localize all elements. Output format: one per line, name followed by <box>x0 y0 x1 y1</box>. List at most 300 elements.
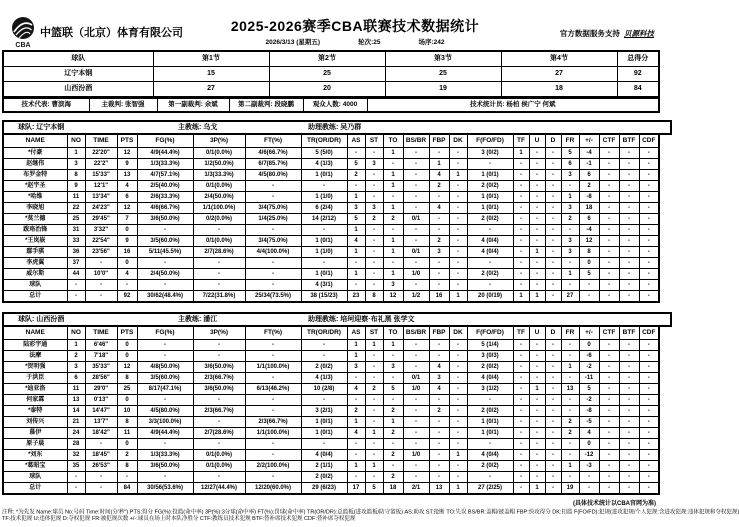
stat-cell: 16 <box>117 247 137 258</box>
stat-cell: - <box>639 192 659 203</box>
stat-cell: - <box>513 395 529 406</box>
score-cell: 92 <box>617 67 659 82</box>
stat-cell: 10 <box>117 406 137 417</box>
stat-cell: 5 <box>579 269 599 280</box>
team-name-label: 球队: 辽宁本钢 <box>18 124 65 131</box>
stats-header-cell: NAME <box>3 134 67 148</box>
stat-cell: - <box>545 170 561 181</box>
stat-cell: 2 <box>579 181 599 192</box>
stat-cell: - <box>365 192 383 203</box>
stat-cell: - <box>449 192 467 203</box>
stat-cell: - <box>561 258 579 269</box>
stat-cell: 4 <box>429 362 449 373</box>
stat-cell: 1/2(50.0%) <box>193 159 245 170</box>
stat-cell: - <box>245 472 301 483</box>
stat-cell: 1 <box>383 148 403 159</box>
stat-cell: 0/1(0.0%) <box>193 181 245 192</box>
stat-cell: - <box>449 225 467 236</box>
official-cell: 第一副裁判: 余斌 <box>157 98 229 112</box>
stats-header-row <box>3 326 659 340</box>
stat-cell: 9 <box>117 236 137 247</box>
stat-cell: - <box>545 258 561 269</box>
stat-cell: - <box>85 472 117 483</box>
stat-cell: - <box>639 483 659 495</box>
stat-cell: 23'56" <box>85 247 117 258</box>
stat-cell: - <box>365 247 383 258</box>
stat-cell: - <box>193 439 245 450</box>
stat-cell: - <box>599 269 619 280</box>
stat-cell: - <box>449 384 467 395</box>
stat-cell: - <box>639 373 659 384</box>
stat-cell: 35 <box>67 461 85 472</box>
stat-cell: 8 <box>117 373 137 384</box>
stat-cell: - <box>449 148 467 159</box>
stat-cell: - <box>529 439 545 450</box>
player-stats-table-liaoning <box>2 133 660 303</box>
stat-cell: - <box>529 428 545 439</box>
stat-cell: - <box>545 269 561 280</box>
stat-cell: - <box>599 291 619 303</box>
stat-cell: 总计 <box>3 291 67 303</box>
stat-cell: - <box>619 483 639 495</box>
stat-cell: 0 <box>579 340 599 351</box>
stat-cell: - <box>599 170 619 181</box>
stat-cell: - <box>347 472 365 483</box>
stat-cell: - <box>545 280 561 291</box>
stat-cell: 3/3(100.0%) <box>137 417 193 428</box>
stat-cell: 6 <box>117 192 137 203</box>
stat-cell: - <box>449 340 467 351</box>
officials-row <box>3 98 659 112</box>
stat-cell: 3/6(50.0%) <box>137 461 193 472</box>
stat-cell: 1 <box>383 417 403 428</box>
stat-cell: - <box>639 362 659 373</box>
stat-cell: - <box>513 373 529 384</box>
stat-cell: - <box>619 236 639 247</box>
stat-cell: 6 <box>579 170 599 181</box>
stat-cell: 李晓旭 <box>3 203 67 214</box>
stat-cell: 3'32" <box>85 225 117 236</box>
stat-cell: 5 <box>347 159 365 170</box>
stat-cell: 1 <box>561 269 579 280</box>
stat-cell: - <box>513 428 529 439</box>
stat-cell: - <box>365 148 383 159</box>
stat-cell: 3/4(75.0%) <box>245 236 301 247</box>
stat-cell: - <box>599 395 619 406</box>
total-row <box>3 483 659 495</box>
stat-cell: 1 (0/1) <box>301 269 347 280</box>
stats-header-cell: TF <box>513 134 529 148</box>
stat-cell: - <box>639 395 659 406</box>
stat-cell: - <box>365 170 383 181</box>
stat-cell: *莫兰德 <box>3 214 67 225</box>
stat-cell: - <box>301 225 347 236</box>
score-cell: 25 <box>269 67 385 82</box>
stat-cell: - <box>599 148 619 159</box>
stat-cell: - <box>529 258 545 269</box>
stat-cell: - <box>429 148 449 159</box>
stat-cell: - <box>449 406 467 417</box>
stat-cell: - <box>599 428 619 439</box>
stat-cell: 1 <box>561 461 579 472</box>
stat-cell: - <box>599 192 619 203</box>
stat-cell: 1 <box>561 192 579 203</box>
stat-cell: 18 <box>383 483 403 495</box>
officials-strip <box>2 97 660 113</box>
stat-cell: - <box>403 159 429 170</box>
stat-cell: - <box>383 192 403 203</box>
stat-cell: 0 <box>579 439 599 450</box>
stat-cell: - <box>383 225 403 236</box>
stat-cell: 1 <box>347 247 365 258</box>
stat-cell: - <box>429 280 449 291</box>
stat-cell: - <box>449 351 467 362</box>
stat-cell: 11 <box>67 192 85 203</box>
stat-cell: - <box>619 192 639 203</box>
stat-cell: 14 <box>67 406 85 417</box>
stat-cell: *付豪 <box>3 148 67 159</box>
stat-cell: - <box>383 461 403 472</box>
player-row <box>3 203 659 214</box>
stats-header-cell: TIME <box>85 134 117 148</box>
stat-cell: - <box>467 472 513 483</box>
stat-cell: - <box>245 280 301 291</box>
stat-cell: - <box>619 340 639 351</box>
stat-cell: - <box>529 450 545 461</box>
stat-cell: 4 (3/1) <box>301 280 347 291</box>
stat-cell: 1/0 <box>403 384 429 395</box>
stats-header-cell: D <box>545 134 561 148</box>
stats-header-cell: NO <box>67 134 85 148</box>
stat-cell: - <box>639 181 659 192</box>
stat-cell: 1 <box>383 340 403 351</box>
stat-cell: - <box>365 450 383 461</box>
stat-cell: - <box>117 472 137 483</box>
stat-cell: 1 (0/1) <box>301 428 347 439</box>
score-cell: 84 <box>617 82 659 98</box>
stat-cell: - <box>545 472 561 483</box>
stats-header-cell: FR <box>561 326 579 340</box>
stats-header-cell: +/- <box>579 134 599 148</box>
stat-cell: 17 <box>347 483 365 495</box>
stat-cell: - <box>513 269 529 280</box>
stats-header-cell: TR(OR/DR) <box>301 326 347 340</box>
head-coach-label: 主教练: 乌戈 <box>178 124 218 131</box>
stat-cell: *刘东 <box>3 450 67 461</box>
stat-cell: - <box>561 280 579 291</box>
stat-cell: - <box>529 417 545 428</box>
stat-cell: - <box>619 247 639 258</box>
stat-cell: 29'0" <box>85 384 117 395</box>
stat-cell: - <box>137 280 193 291</box>
stat-cell: 11 <box>67 384 85 395</box>
stats-header-cell: TO <box>383 326 403 340</box>
stat-cell: 8 <box>579 247 599 258</box>
stat-cell: 1 <box>67 340 85 351</box>
stat-cell: - <box>193 280 245 291</box>
stat-cell: - <box>529 280 545 291</box>
stat-cell: 18'42" <box>85 428 117 439</box>
official-site-note: (具体技术统计以CBA官网为准) <box>573 501 656 507</box>
stat-cell: - <box>639 439 659 450</box>
header-left <box>2 16 212 48</box>
stat-cell: 2 <box>365 384 383 395</box>
score-row <box>3 67 659 82</box>
stat-cell: - <box>599 159 619 170</box>
stat-cell: 3 <box>67 362 85 373</box>
legend <box>2 509 739 527</box>
score-cell: 27 <box>501 67 617 82</box>
player-row <box>3 373 659 384</box>
stat-cell: - <box>545 247 561 258</box>
stat-cell: 0'13" <box>85 395 117 406</box>
stat-cell: - <box>365 406 383 417</box>
stat-cell: - <box>449 159 467 170</box>
stat-cell: - <box>245 395 301 406</box>
stat-cell: 19 <box>561 483 579 495</box>
stat-cell: - <box>449 461 467 472</box>
stats-header-cell: DK <box>449 326 467 340</box>
stat-cell: 12'1" <box>85 181 117 192</box>
stat-cell: - <box>529 472 545 483</box>
stat-cell: 27 <box>561 291 579 303</box>
stat-cell: - <box>137 395 193 406</box>
stat-cell: - <box>529 159 545 170</box>
stat-cell: - <box>545 192 561 203</box>
player-row <box>3 258 659 269</box>
stat-cell: 6/7(85.7%) <box>245 159 301 170</box>
stat-cell: - <box>403 417 429 428</box>
stat-cell: - <box>545 214 561 225</box>
stat-cell: 5/11(45.5%) <box>137 247 193 258</box>
stat-cell: 2 (0/2) <box>467 362 513 373</box>
stat-cell: 2/4(50.0%) <box>193 192 245 203</box>
stat-cell: 6/13(46.2%) <box>245 384 301 395</box>
score-cell: 27 <box>153 82 269 98</box>
stat-cell: 7/22(31.8%) <box>193 291 245 303</box>
company-name: 中篮联（北京）体育有限公司 <box>40 27 183 39</box>
stat-cell: - <box>347 181 365 192</box>
score-cell: 19 <box>385 82 501 98</box>
stat-cell: 威尔斯 <box>3 269 67 280</box>
player-stats-table-shanxi <box>2 325 660 495</box>
player-row <box>3 439 659 450</box>
stat-cell: 25/34(73.5%) <box>245 291 301 303</box>
stat-cell: 2/3(66.7%) <box>245 417 301 428</box>
stat-cell: 1 <box>513 291 529 303</box>
stat-cell: 1 <box>513 148 529 159</box>
stat-cell: 刘传兴 <box>3 417 67 428</box>
stat-cell: - <box>365 439 383 450</box>
stat-cell: - <box>619 373 639 384</box>
stat-cell: - <box>467 439 513 450</box>
score-cell: 25 <box>385 67 501 82</box>
stat-cell: 1 (1/0) <box>301 192 347 203</box>
stats-header-cell: TR(OR/DR) <box>301 134 347 148</box>
stat-cell: 2 <box>383 428 403 439</box>
stats-header-cell: D <box>545 326 561 340</box>
stat-cell: - <box>403 258 429 269</box>
stat-cell: - <box>619 406 639 417</box>
stat-cell: - <box>639 159 659 170</box>
player-row <box>3 351 659 362</box>
stat-cell: - <box>599 258 619 269</box>
stat-cell: 92 <box>117 291 137 303</box>
stat-cell: - <box>467 280 513 291</box>
score-cell: 辽宁本钢 <box>3 67 153 82</box>
stat-cell: 16 <box>429 291 449 303</box>
stat-cell: - <box>449 373 467 384</box>
stat-cell: 4 <box>347 384 365 395</box>
stat-cell: 12/27(44.4%) <box>193 483 245 495</box>
stat-cell: 3 <box>561 236 579 247</box>
stat-cell: 2 (0/2) <box>467 406 513 417</box>
stat-cell: 2/3(66.7%) <box>193 373 245 384</box>
stat-cell: 3 <box>429 373 449 384</box>
stat-cell: - <box>545 384 561 395</box>
stats-header-cell: ST <box>365 134 383 148</box>
stat-cell: - <box>429 472 449 483</box>
stat-cell: - <box>429 450 449 461</box>
official-cell: 观众人数: 4000 <box>303 98 367 112</box>
stat-cell: 1 <box>449 170 467 181</box>
stat-cell: 2 <box>383 406 403 417</box>
stat-cell: 陆彩宇通 <box>3 340 67 351</box>
stat-cell: - <box>429 417 449 428</box>
stat-cell: 2 <box>347 170 365 181</box>
stat-cell: 2 <box>383 472 403 483</box>
stat-cell: - <box>513 181 529 192</box>
stat-cell: - <box>513 340 529 351</box>
stat-cell: - <box>599 439 619 450</box>
stat-cell: 2 <box>347 406 365 417</box>
stat-cell: - <box>429 214 449 225</box>
stat-cell: - <box>639 247 659 258</box>
stat-cell: 2/6(33.3%) <box>137 192 193 203</box>
stat-cell: 2 <box>561 428 579 439</box>
stat-cell: 布罗金特 <box>3 170 67 181</box>
stat-cell: - <box>403 439 429 450</box>
stat-cell: 2/2(100.0%) <box>245 461 301 472</box>
stat-cell: 2 <box>383 450 403 461</box>
score-header-cell: 总得分 <box>617 51 659 67</box>
stat-cell: 1/3(33.3%) <box>193 170 245 181</box>
stat-cell: - <box>137 225 193 236</box>
player-row <box>3 225 659 236</box>
stats-header-cell: BTF <box>619 326 639 340</box>
stat-cell: 4/7(57.1%) <box>137 170 193 181</box>
stat-cell: 13 <box>117 170 137 181</box>
stats-header-cell: TO <box>383 134 403 148</box>
stat-cell: 1/1(100.0%) <box>245 362 301 373</box>
stat-cell: - <box>639 148 659 159</box>
stat-cell: 1/1(100.0%) <box>245 428 301 439</box>
stats-header-cell: NO <box>67 326 85 340</box>
stat-cell: 4/5(80.0%) <box>245 170 301 181</box>
stat-cell: - <box>529 148 545 159</box>
stat-cell: - <box>429 258 449 269</box>
stat-cell: *贺明强 <box>3 362 67 373</box>
stat-cell: - <box>619 269 639 280</box>
stat-cell: 4 (0/4) <box>301 450 347 461</box>
stat-cell: - <box>449 280 467 291</box>
stat-cell: - <box>619 428 639 439</box>
stat-cell: 13'34" <box>85 192 117 203</box>
stat-cell: 7 <box>117 214 137 225</box>
stat-cell: - <box>599 351 619 362</box>
stat-cell: - <box>513 258 529 269</box>
stat-cell: - <box>193 395 245 406</box>
stat-cell: 法摩 <box>3 351 67 362</box>
stat-cell: - <box>449 247 467 258</box>
stat-cell: - <box>599 340 619 351</box>
stat-cell: - <box>193 225 245 236</box>
stat-cell: - <box>513 461 529 472</box>
stat-cell: 1 <box>365 340 383 351</box>
stat-cell: - <box>193 472 245 483</box>
stat-cell: 1 <box>383 236 403 247</box>
stat-cell: 2 (0/2) <box>467 181 513 192</box>
stat-cell: 0 <box>117 351 137 362</box>
stat-cell: - <box>245 373 301 384</box>
stat-cell: - <box>403 148 429 159</box>
stat-cell: - <box>429 351 449 362</box>
stats-header-cell: +/- <box>579 326 599 340</box>
stat-cell: - <box>429 340 449 351</box>
stat-cell: - <box>561 439 579 450</box>
stat-cell: 10'0" <box>85 269 117 280</box>
stat-cell: - <box>347 373 365 384</box>
stat-cell: 2 <box>383 214 403 225</box>
official-cell: 技术代表: 曹滨海 <box>3 98 89 112</box>
stat-cell: 2 (0/2) <box>467 269 513 280</box>
stat-cell: 3 (0/2) <box>467 148 513 159</box>
stat-cell: 1 <box>347 417 365 428</box>
stat-cell: *迪亚洛 <box>3 384 67 395</box>
stat-cell: - <box>579 483 599 495</box>
stat-cell: 4 <box>117 181 137 192</box>
stat-cell: - <box>639 450 659 461</box>
player-row <box>3 395 659 406</box>
stat-cell: 9 <box>117 159 137 170</box>
stat-cell: - <box>301 340 347 351</box>
stat-cell: 1 <box>561 362 579 373</box>
stat-cell: 3 <box>67 159 85 170</box>
stat-cell: 慕伊 <box>3 428 67 439</box>
stat-cell: - <box>245 351 301 362</box>
stat-cell: -8 <box>579 406 599 417</box>
stat-cell: 4 (0/4) <box>467 247 513 258</box>
stat-cell: - <box>429 439 449 450</box>
stat-cell: - <box>403 340 429 351</box>
stat-cell: - <box>403 395 429 406</box>
stat-cell: 8/17(47.1%) <box>137 384 193 395</box>
stat-cell: - <box>639 384 659 395</box>
header-center <box>212 16 498 46</box>
score-header-cell: 第2节 <box>269 51 385 67</box>
stat-cell: 22'54" <box>85 236 117 247</box>
stat-cell: 1 <box>347 461 365 472</box>
stat-cell: - <box>545 340 561 351</box>
stat-cell: 1 <box>347 192 365 203</box>
stat-cell: - <box>449 258 467 269</box>
stat-cell: 30/56(53.6%) <box>137 483 193 495</box>
stats-header-cell: 3P(%) <box>193 134 245 148</box>
stat-cell: - <box>365 258 383 269</box>
stat-cell: 4 <box>429 170 449 181</box>
legend-line-2: TF:技术犯规 U:违体犯规 D:夺权犯规 FR:被犯规次数 +/-:球员在场上时本队净胜分 CTF:教练员技术犯规 BTF:替补席技术犯规 CDF:替补席夺权犯规 <box>2 515 356 522</box>
stat-cell: 5 (5/0) <box>301 148 347 159</box>
